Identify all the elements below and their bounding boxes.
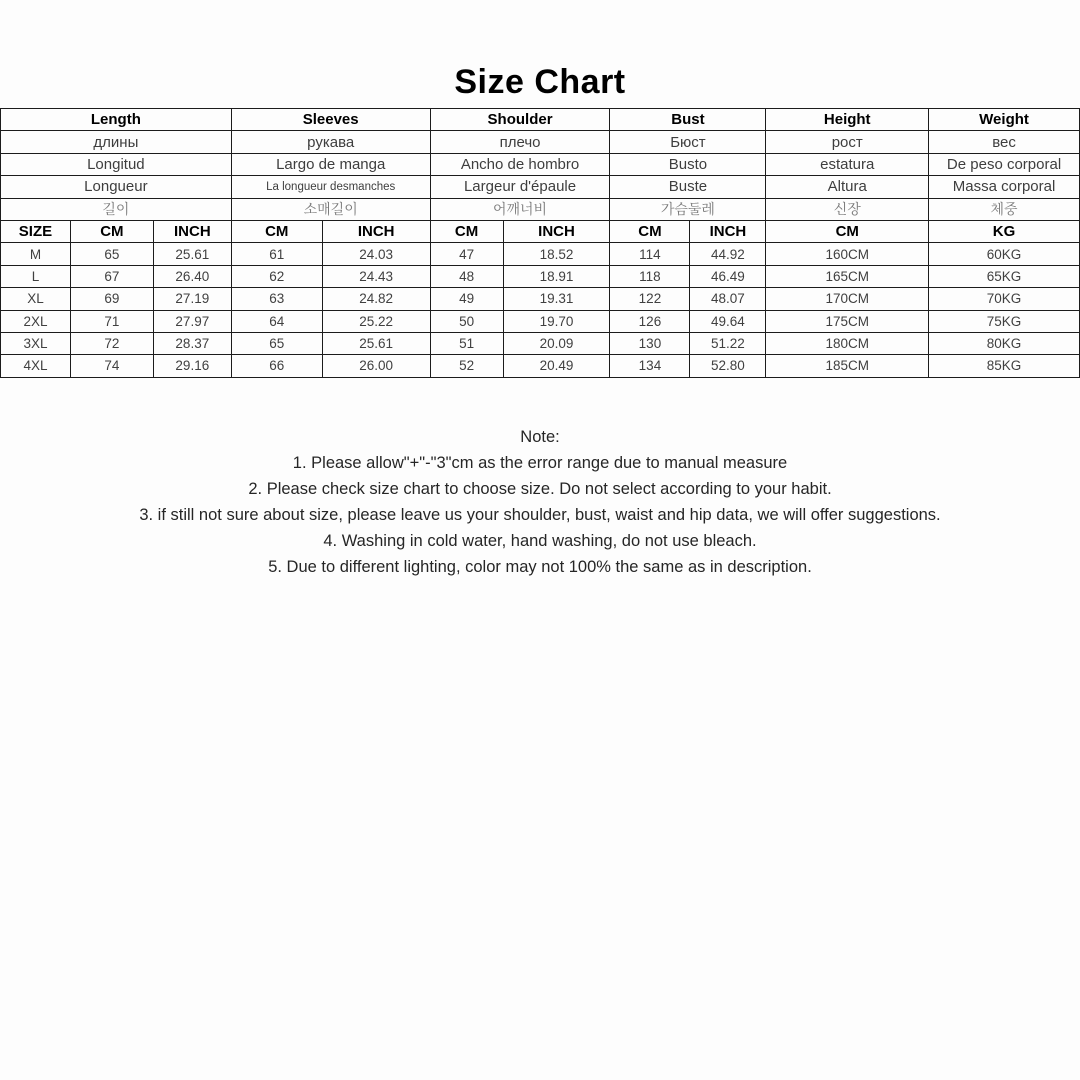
translation-row-ru [1,131,1080,153]
translation-cell: 소매길이 [231,198,430,220]
measurement-cell: 51 [430,332,503,354]
translation-cell: Buste [610,176,766,198]
measurement-cell: 114 [610,243,690,265]
measurement-cell: 134 [610,355,690,377]
translation-cell: рост [766,131,929,153]
measurement-cell: 28.37 [153,332,231,354]
measurement-cell: 180CM [766,332,929,354]
header-group-sleeves: Sleeves [231,109,430,131]
measurement-cell: 47 [430,243,503,265]
measurement-cell: 52 [430,355,503,377]
page-title: Size Chart [454,63,626,101]
measurement-cell: 63 [231,288,322,310]
size-label-cell: M [1,243,71,265]
unit-cell: INCH [690,220,766,242]
translation-cell: Massa corporal [929,176,1080,198]
translation-cell: 가슴둘레 [610,198,766,220]
measurement-cell: 118 [610,265,690,287]
translation-cell: 길이 [1,198,232,220]
unit-cell: CM [70,220,153,242]
size-label-cell: XL [1,288,71,310]
size-data-row [1,243,1080,265]
translation-cell: Longueur [1,176,232,198]
measurement-cell: 60KG [929,243,1080,265]
measurement-cell: 25.61 [322,332,430,354]
measurement-cell: 44.92 [690,243,766,265]
measurement-cell: 24.03 [322,243,430,265]
measurement-cell: 25.61 [153,243,231,265]
measurement-cell: 65 [70,243,153,265]
translation-cell: estatura [766,153,929,175]
measurement-cell: 27.19 [153,288,231,310]
measurement-cell: 46.49 [690,265,766,287]
size-data-row [1,355,1080,377]
measurement-cell: 85KG [929,355,1080,377]
translation-cell: 체중 [929,198,1080,220]
note-line-2: 2. Please check size chart to choose size. Do not select according to your habit. [248,479,832,498]
translation-cell: Largeur d'épaule [430,176,610,198]
note-lines [0,450,1080,580]
translation-cell: вес [929,131,1080,153]
measurement-cell: 126 [610,310,690,332]
header-group-shoulder: Shoulder [430,109,610,131]
measurement-cell: 51.22 [690,332,766,354]
measurement-cell: 48.07 [690,288,766,310]
measurement-cell: 26.00 [322,355,430,377]
measurement-cell: 122 [610,288,690,310]
note-line-5: 5. Due to different lighting, color may not 100% the same as in description. [268,557,812,576]
translation-cell: длины [1,131,232,153]
header-group-row [1,109,1080,131]
header-group-length: Length [1,109,232,131]
translation-cell: Бюст [610,131,766,153]
translation-row-ko [1,198,1080,220]
note-line-1: 1. Please allow"+"-"3"cm as the error range due to manual measure [292,453,788,472]
note-heading: Note: [520,427,560,446]
measurement-cell: 65KG [929,265,1080,287]
measurement-cell: 29.16 [153,355,231,377]
note-section [0,424,1080,580]
measurement-cell: 69 [70,288,153,310]
size-data-row [1,288,1080,310]
measurement-cell: 71 [70,310,153,332]
measurement-cell: 160CM [766,243,929,265]
measurement-cell: 130 [610,332,690,354]
measurement-cell: 72 [70,332,153,354]
measurement-cell: 49.64 [690,310,766,332]
size-label-cell: 2XL [1,310,71,332]
translation-cell: Largo de manga [231,153,430,175]
size-data-row [1,310,1080,332]
unit-cell: SIZE [1,220,71,242]
measurement-cell: 74 [70,355,153,377]
translation-cell: 신장 [766,198,929,220]
translation-cell: рукава [231,131,430,153]
measurement-cell: 24.82 [322,288,430,310]
measurement-cell: 62 [231,265,322,287]
note-line-3: 3. if still not sure about size, please leave us your shoulder, bust, waist and hip data, we will offer suggestions. [139,505,941,524]
measurement-cell: 26.40 [153,265,231,287]
size-chart-table [0,108,1080,378]
size-chart-table-body [1,109,1080,378]
measurement-cell: 25.22 [322,310,430,332]
unit-cell: INCH [153,220,231,242]
unit-cell: CM [766,220,929,242]
measurement-cell: 20.09 [503,332,610,354]
translation-row-es [1,153,1080,175]
unit-cell: INCH [322,220,430,242]
measurement-cell: 67 [70,265,153,287]
translation-row-fr [1,176,1080,198]
header-group-weight: Weight [929,109,1080,131]
unit-cell: CM [430,220,503,242]
measurement-cell: 175CM [766,310,929,332]
unit-cell: KG [929,220,1080,242]
translation-cell: Longitud [1,153,232,175]
unit-cell: CM [610,220,690,242]
header-group-height: Height [766,109,929,131]
measurement-cell: 20.49 [503,355,610,377]
measurement-cell: 65 [231,332,322,354]
header-group-bust: Bust [610,109,766,131]
size-data-row [1,265,1080,287]
measurement-cell: 185CM [766,355,929,377]
measurement-cell: 165CM [766,265,929,287]
measurement-cell: 80KG [929,332,1080,354]
measurement-cell: 48 [430,265,503,287]
measurement-cell: 61 [231,243,322,265]
measurement-cell: 18.52 [503,243,610,265]
measurement-cell: 24.43 [322,265,430,287]
translation-cell: Ancho de hombro [430,153,610,175]
measurement-cell: 64 [231,310,322,332]
size-label-cell: 4XL [1,355,71,377]
measurement-cell: 75KG [929,310,1080,332]
measurement-cell: 18.91 [503,265,610,287]
translation-cell: Altura [766,176,929,198]
size-label-cell: L [1,265,71,287]
translation-cell: Busto [610,153,766,175]
measurement-cell: 170CM [766,288,929,310]
unit-cell: INCH [503,220,610,242]
unit-header-row [1,220,1080,242]
translation-cell: De peso corporal [929,153,1080,175]
translation-cell: 어깨너비 [430,198,610,220]
size-data-row [1,332,1080,354]
size-label-cell: 3XL [1,332,71,354]
translation-cell: плечо [430,131,610,153]
measurement-cell: 19.31 [503,288,610,310]
measurement-cell: 70KG [929,288,1080,310]
measurement-cell: 27.97 [153,310,231,332]
measurement-cell: 66 [231,355,322,377]
note-line-4: 4. Washing in cold water, hand washing, do not use bleach. [323,531,757,550]
translation-cell: La longueur desmanches [231,176,430,198]
measurement-cell: 52.80 [690,355,766,377]
measurement-cell: 49 [430,288,503,310]
measurement-cell: 50 [430,310,503,332]
unit-cell: CM [231,220,322,242]
measurement-cell: 19.70 [503,310,610,332]
